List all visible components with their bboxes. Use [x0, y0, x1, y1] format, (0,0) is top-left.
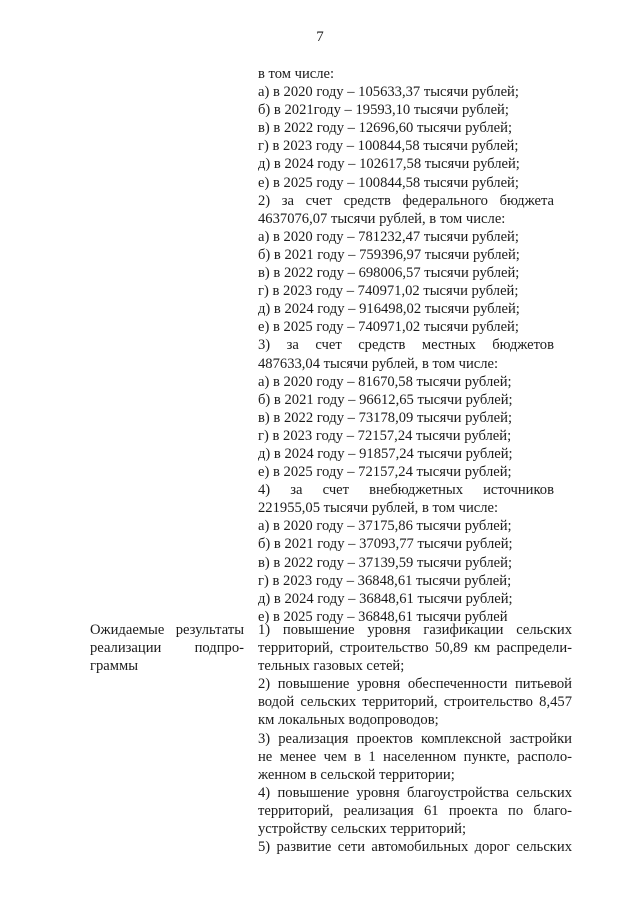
text-line: е) в 2025 году – 100844,58 тысячи рублей;: [258, 174, 519, 191]
label-line: реализации подпро-: [90, 640, 244, 657]
text-line: 1) повышение уровня газификации сельских: [258, 622, 572, 638]
text-line: д) в 2024 году – 916498,02 тысячи рублей;: [258, 301, 520, 318]
text-line: 4) повышение уровня благоустройства сельских: [258, 784, 572, 801]
text-line: б) в 2021году – 19593,10 тысячи рублей;: [258, 102, 509, 119]
text-line: 2) повышение уровня обеспеченности питьевой: [258, 676, 572, 693]
text-line: тельных газовых сетей;: [258, 658, 405, 675]
text-line: б) в 2021 году – 96612,65 тысячи рублей;: [258, 391, 513, 408]
text-line: территорий, реализация 61 проекта по благо-: [258, 802, 572, 819]
text-line: е) в 2025 году – 72157,24 тысячи рублей;: [258, 464, 512, 481]
text-line: в) в 2022 году – 37139,59 тысячи рублей;: [258, 554, 513, 571]
text-line: б) в 2021 году – 759396,97 тысячи рублей;: [258, 246, 520, 263]
text-line: в) в 2022 году – 73178,09 тысячи рублей;: [258, 409, 513, 426]
text-line: водой сельских территорий, строительство 8,457: [258, 694, 572, 711]
text-line: устройству сельских территорий;: [258, 821, 467, 838]
text-line: км локальных водопроводов;: [258, 712, 439, 729]
text-line: 221955,05 тысячи рублей, в том числе:: [258, 500, 499, 517]
text-line: а) в 2020 году – 781232,47 тысячи рублей;: [258, 228, 519, 245]
text-line: не менее чем в 1 населенном пункте, располо-: [258, 748, 572, 765]
text-line: в) в 2022 году – 12696,60 тысячи рублей;: [258, 120, 513, 137]
text-line: д) в 2024 году – 91857,24 тысячи рублей;: [258, 445, 513, 462]
text-line: г) в 2023 году – 72157,24 тысячи рублей;: [258, 427, 512, 444]
text-line: 4) за счет внебюджетных источников: [258, 482, 554, 499]
page-number: 7: [316, 29, 324, 45]
text-line: 5) развитие сети автомобильных дорог сельских: [258, 839, 572, 856]
text-line: 3) реализация проектов комплексной застройки: [258, 730, 572, 747]
text-line: г) в 2023 году – 740971,02 тысячи рублей;: [258, 283, 519, 300]
expected-results-text: [258, 621, 572, 856]
funding-sources-text: [258, 65, 554, 626]
text-line: д) в 2024 году – 102617,58 тысячи рублей;: [258, 156, 520, 173]
label-line: Ожидаемые результаты: [90, 622, 244, 638]
label-line: граммы: [90, 658, 139, 675]
text-line: в том числе:: [258, 66, 335, 82]
text-line: 3) за счет средств местных бюджетов: [258, 337, 554, 354]
text-line: е) в 2025 году – 740971,02 тысячи рублей;: [258, 319, 519, 336]
text-line: а) в 2020 году – 81670,58 тысячи рублей;: [258, 373, 512, 390]
text-line: 4637076,07 тысячи рублей, в том числе:: [258, 210, 506, 227]
text-line: г) в 2023 году – 36848,61 тысячи рублей;: [258, 572, 512, 589]
text-line: 487633,04 тысячи рублей, в том числе:: [258, 355, 499, 372]
text-line: а) в 2020 году – 37175,86 тысячи рублей;: [258, 518, 512, 535]
expected-results-label: [90, 621, 244, 675]
text-line: а) в 2020 году – 105633,37 тысячи рублей;: [258, 84, 519, 101]
text-line: территорий, строительство 50,89 км распредели-: [258, 640, 572, 657]
text-line: 2) за счет средств федерального бюджета: [258, 192, 554, 209]
text-line: д) в 2024 году – 36848,61 тысячи рублей;: [258, 590, 513, 607]
text-line: б) в 2021 году – 37093,77 тысячи рублей;: [258, 536, 513, 553]
text-line: в) в 2022 году – 698006,57 тысячи рублей;: [258, 265, 520, 282]
text-line: женном в сельской территории;: [258, 766, 455, 783]
text-line: е) в 2025 году – 36848,61 тысячи рублей: [258, 608, 508, 625]
text-line: г) в 2023 году – 100844,58 тысячи рублей;: [258, 138, 519, 155]
